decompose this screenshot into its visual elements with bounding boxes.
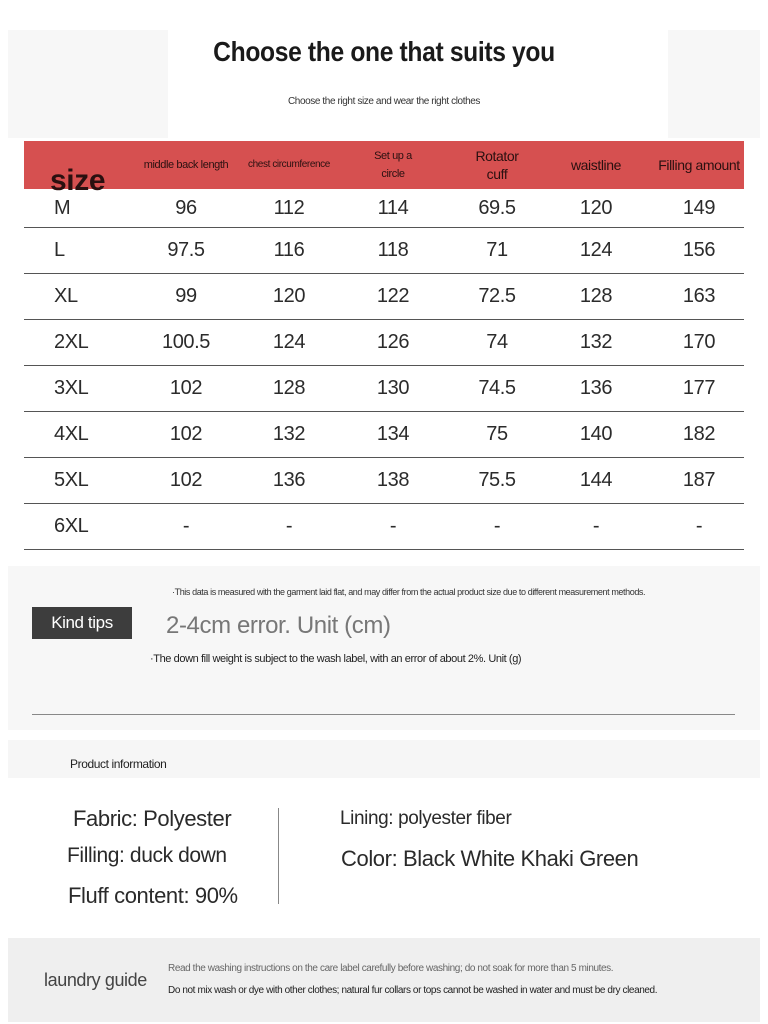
table-cell: 71 — [456, 228, 538, 274]
table-cell: 112 — [248, 189, 330, 228]
size-cell: M — [24, 189, 124, 228]
size-cell: 6XL — [24, 504, 124, 550]
table-cell: 149 — [654, 189, 744, 228]
table-cell: 99 — [124, 274, 248, 320]
table-cell: - — [538, 504, 654, 550]
table-cell: 124 — [538, 228, 654, 274]
table-cell: 120 — [248, 274, 330, 320]
table-cell: 134 — [330, 412, 456, 458]
table-cell: - — [248, 504, 330, 550]
laundry-guide-title: laundry guide — [44, 970, 147, 990]
table-cell: 138 — [330, 458, 456, 504]
table-row — [24, 366, 744, 412]
table-row — [24, 458, 744, 504]
table-cell: - — [456, 504, 538, 550]
table-cell: 132 — [538, 320, 654, 366]
table-cell: 128 — [538, 274, 654, 320]
table-cell: 118 — [330, 228, 456, 274]
table-cell: 130 — [330, 366, 456, 412]
table-cell: 75.5 — [456, 458, 538, 504]
fabric-text: Fabric: Polyester — [73, 806, 232, 831]
kind-tips-badge: Kind tips — [32, 607, 132, 639]
table-cell: 170 — [654, 320, 744, 366]
table-cell: 96 — [124, 189, 248, 228]
table-cell: 97.5 — [124, 228, 248, 274]
measurement-note: ·This data is measured with the garment laid flat, and may differ from the actual product size due to different measurement methods. — [172, 587, 646, 597]
table-cell: 72.5 — [456, 274, 538, 320]
table-cell: 182 — [654, 412, 744, 458]
table-cell: 128 — [248, 366, 330, 412]
table-cell: 74.5 — [456, 366, 538, 412]
table-cell: 114 — [330, 189, 456, 228]
laundry-instruction-1: Read the washing instructions on the care label carefully before washing; do not soak for more than 5 minutes. — [168, 963, 614, 974]
column-header-set-up-a-circle: Set up a circle — [330, 141, 456, 189]
column-header-rotator-cuff: Rotator cuff — [456, 141, 538, 189]
color-text: Color: Black White Khaki Green — [341, 846, 639, 871]
divider — [32, 714, 735, 715]
table-row — [24, 274, 744, 320]
table-row — [24, 228, 744, 274]
table-header-row — [24, 141, 744, 189]
table-cell: 75 — [456, 412, 538, 458]
table-cell: 136 — [248, 458, 330, 504]
filling-text: Filling: duck down — [67, 844, 227, 867]
fill-weight-note: ·The down fill weight is subject to the wash label, with an error of about 2%. Unit (g) — [150, 653, 522, 665]
table-cell: 122 — [330, 274, 456, 320]
table-cell: 140 — [538, 412, 654, 458]
table-cell: - — [124, 504, 248, 550]
table-cell: 102 — [124, 366, 248, 412]
page-subtitle: Choose the right size and wear the right clothes — [287, 96, 481, 107]
size-cell: 5XL — [24, 458, 124, 504]
table-cell: 100.5 — [124, 320, 248, 366]
column-header-waistline: waistline — [538, 141, 654, 189]
table-cell: 136 — [538, 366, 654, 412]
column-header-middle-back-length: middle back length — [124, 141, 248, 189]
size-cell: 3XL — [24, 366, 124, 412]
table-cell: - — [654, 504, 744, 550]
table-row — [24, 320, 744, 366]
column-header-filling-amount: Filling amount — [654, 141, 744, 189]
table-cell: 187 — [654, 458, 744, 504]
table-cell: 102 — [124, 412, 248, 458]
fluff-content-text: Fluff content: 90% — [68, 883, 238, 908]
page-title: Choose the one that suits you — [213, 36, 555, 67]
table-cell: 126 — [330, 320, 456, 366]
table-cell: 144 — [538, 458, 654, 504]
table-cell: 69.5 — [456, 189, 538, 228]
error-range-text: 2-4cm error. Unit (cm) — [166, 612, 391, 639]
table-cell: 177 — [654, 366, 744, 412]
table-cell: 156 — [654, 228, 744, 274]
column-header-chest-circumference: chest circumference — [248, 141, 330, 189]
table-cell: 102 — [124, 458, 248, 504]
table-cell: - — [330, 504, 456, 550]
size-cell: XL — [24, 274, 124, 320]
size-cell: L — [24, 228, 124, 274]
table-cell: 163 — [654, 274, 744, 320]
table-row — [24, 189, 744, 228]
product-info-title: Product information — [70, 757, 167, 771]
laundry-instruction-2: Do not mix wash or dye with other clothes; natural fur collars or tops cannot be washed in water and must be dry cleaned. — [168, 985, 658, 996]
table-row — [24, 412, 744, 458]
column-header-size: size — [24, 141, 124, 189]
table-cell: 120 — [538, 189, 654, 228]
table-cell: 74 — [456, 320, 538, 366]
table-cell: 124 — [248, 320, 330, 366]
size-cell: 4XL — [24, 412, 124, 458]
table-cell: 116 — [248, 228, 330, 274]
info-divider — [278, 808, 279, 904]
table-cell: 132 — [248, 412, 330, 458]
table-row — [24, 504, 744, 550]
lining-text: Lining: polyester fiber — [340, 808, 512, 829]
size-cell: 2XL — [24, 320, 124, 366]
size-table — [24, 141, 744, 550]
